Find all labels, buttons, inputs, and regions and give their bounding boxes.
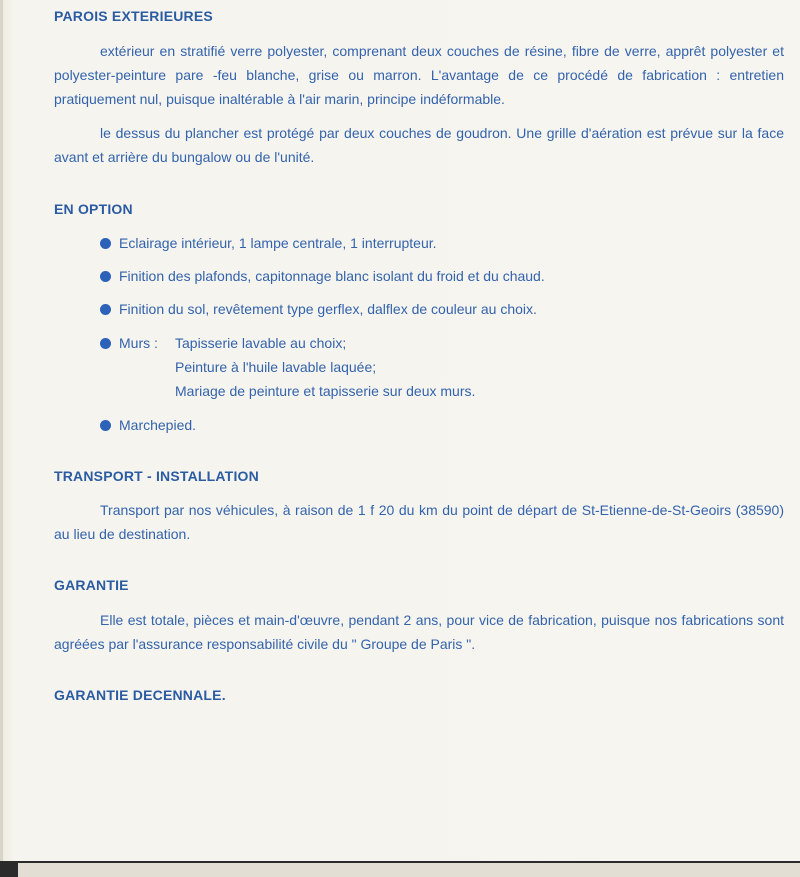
heading-garantie: GARANTIE <box>54 577 129 593</box>
option-item-eclairage <box>100 231 437 255</box>
paragraph-parois-1: extérieur en stratifié verre polyester, comprenant deux couches de résine, fibre de verre, apprêt polyester et polyester-peinture pare -feu blanche, grise ou marron. L'avantage de ce procédé de fabrication : entretien pratiquement nul, puisque inaltérable à l'air marin, principe indéformable. <box>54 43 784 107</box>
paragraph-parois-2: le dessus du plancher est protégé par deux couches de goudron. Une grille d'aération est prévue sur la face avant et arrière du bungalow ou de l'unité. <box>54 125 784 165</box>
page-bottom-shadow <box>0 861 800 877</box>
bullet-dot-icon <box>100 271 111 282</box>
murs-label: Murs : <box>119 335 158 351</box>
bullet-dot-icon <box>100 338 111 349</box>
murs-line: Peinture à l'huile lavable laquée; <box>175 359 377 375</box>
option-item-plafonds <box>100 264 545 288</box>
option-item-murs <box>100 331 346 355</box>
heading-parois-exterieures: PAROIS EXTERIEURES <box>54 8 213 24</box>
bullet-dot-icon <box>100 238 111 249</box>
option-item-text: Finition des plafonds, capitonnage blanc isolant du froid et du chaud. <box>119 268 545 284</box>
heading-transport-installation: TRANSPORT - INSTALLATION <box>54 468 259 484</box>
page-left-edge <box>0 0 3 877</box>
bullet-dot-icon <box>100 420 111 431</box>
paragraph-garantie: Elle est totale, pièces et main-d'œuvre, pendant 2 ans, pour vice de fabrication, puisque nos fabrications sont agréées par l'assurance responsabilité civile du " Groupe de Paris ". <box>54 612 784 652</box>
option-item-text: Eclairage intérieur, 1 lampe centrale, 1 interrupteur. <box>119 235 437 251</box>
option-item-marchepied <box>100 413 196 437</box>
heading-en-option: EN OPTION <box>54 201 133 217</box>
page-bottom-corner <box>0 862 18 877</box>
option-item-text: Marchepied. <box>119 417 197 433</box>
heading-garantie-decennale: GARANTIE DECENNALE. <box>54 687 226 703</box>
murs-line: Mariage de peinture et tapisserie sur deux murs. <box>175 383 476 399</box>
paragraph-transport: Transport par nos véhicules, à raison de 1 f 20 du km du point de départ de St-Etienne-de-St-Geoirs (38590) au lieu de destination. <box>54 502 784 542</box>
bullet-dot-icon <box>100 304 111 315</box>
murs-line: Tapisserie lavable au choix; <box>175 335 347 351</box>
option-item-sol <box>100 297 537 321</box>
page-bottom-edge <box>0 861 800 863</box>
option-item-text: Finition du sol, revêtement type gerflex, dalflex de couleur au choix. <box>119 301 537 317</box>
